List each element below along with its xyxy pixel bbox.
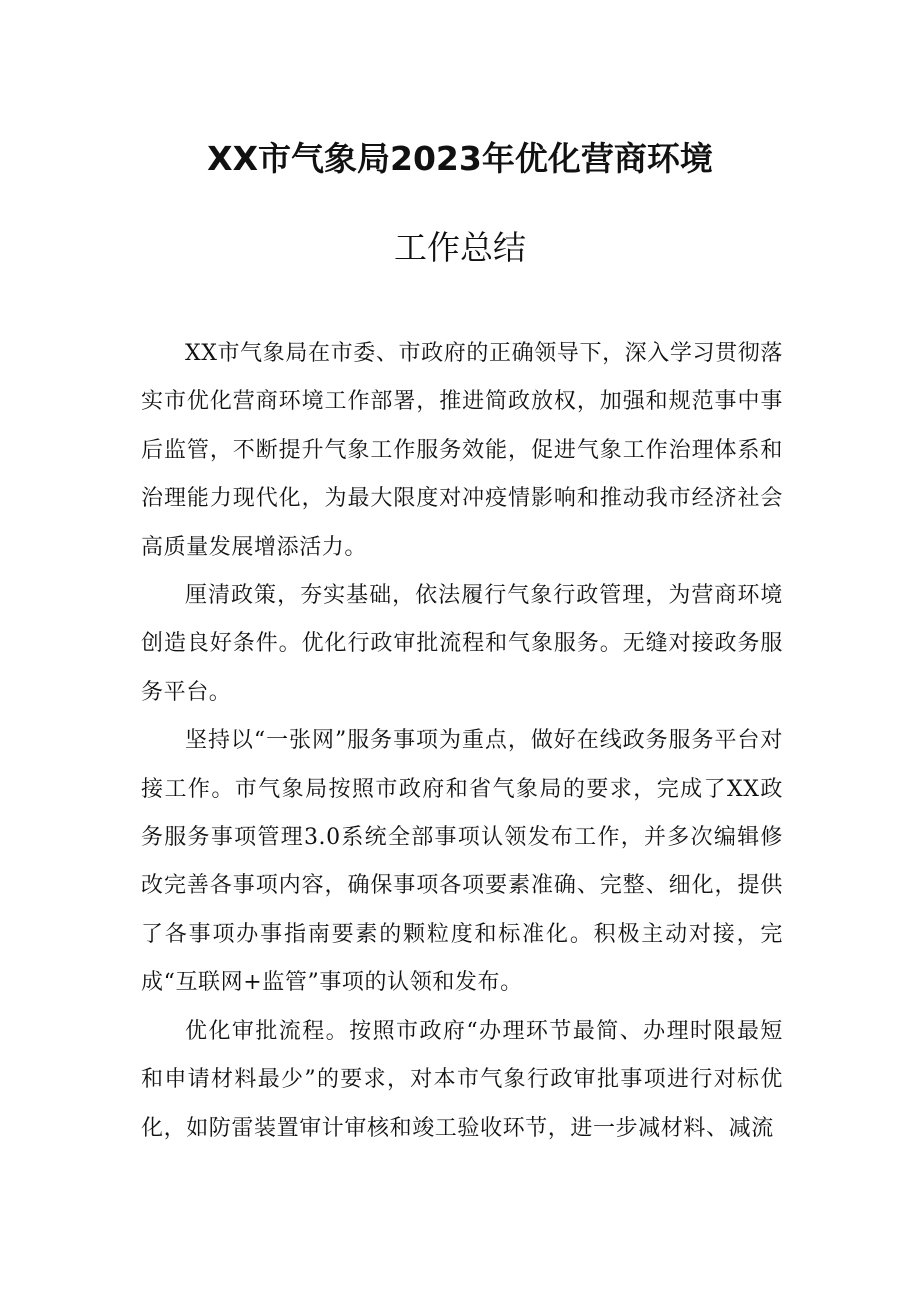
- paragraph-policy: 厘清政策，夯实基础，依法履行气象行政管理，为营商环境创造良好条件。优化行政审批流程和气象服务。无缝对接政务服务平台。: [141, 583, 783, 705]
- paragraph-online-platform: 坚持以“一张网”服务事项为重点，做好在线政务服务平台对接工作。市气象局按照市政府和省气象局的要求，完成了XX政务服务事项管理3.0系统全部事项认领发布工作，并多次编辑修改完善各事项内容，确保事项各项要素准确、完整、细化，提供了各事项办事指南要素的颗粒度和标准化。积极主动对接，完成“互联网+监管”事项的认领和发布。: [141, 728, 783, 996]
- paragraph-approval-process: 优化审批流程。按照市政府“办理环节最简、办理时限最短和申请材料最少”的要求，对本市气象行政审批事项进行对标优化，如防雷装置审计审核和竣工验收环节，进一步减材料、减流: [141, 1018, 783, 1141]
- document-body: [141, 330, 783, 1153]
- document-title: XX市气象局2023年优化营商环境: [207, 139, 713, 178]
- document-subtitle: 工作总结: [394, 228, 526, 267]
- paragraph-intro: XX市气象局在市委、市政府的正确领导下，深入学习贯彻落实市优化营商环境工作部署，推进简政放权，加强和规范事中事后监管，不断提升气象工作服务效能，促进气象工作治理体系和治理能力现代化，为最大限度对冲疫情影响和推动我市经济社会高质量发展增添活力。: [141, 341, 783, 560]
